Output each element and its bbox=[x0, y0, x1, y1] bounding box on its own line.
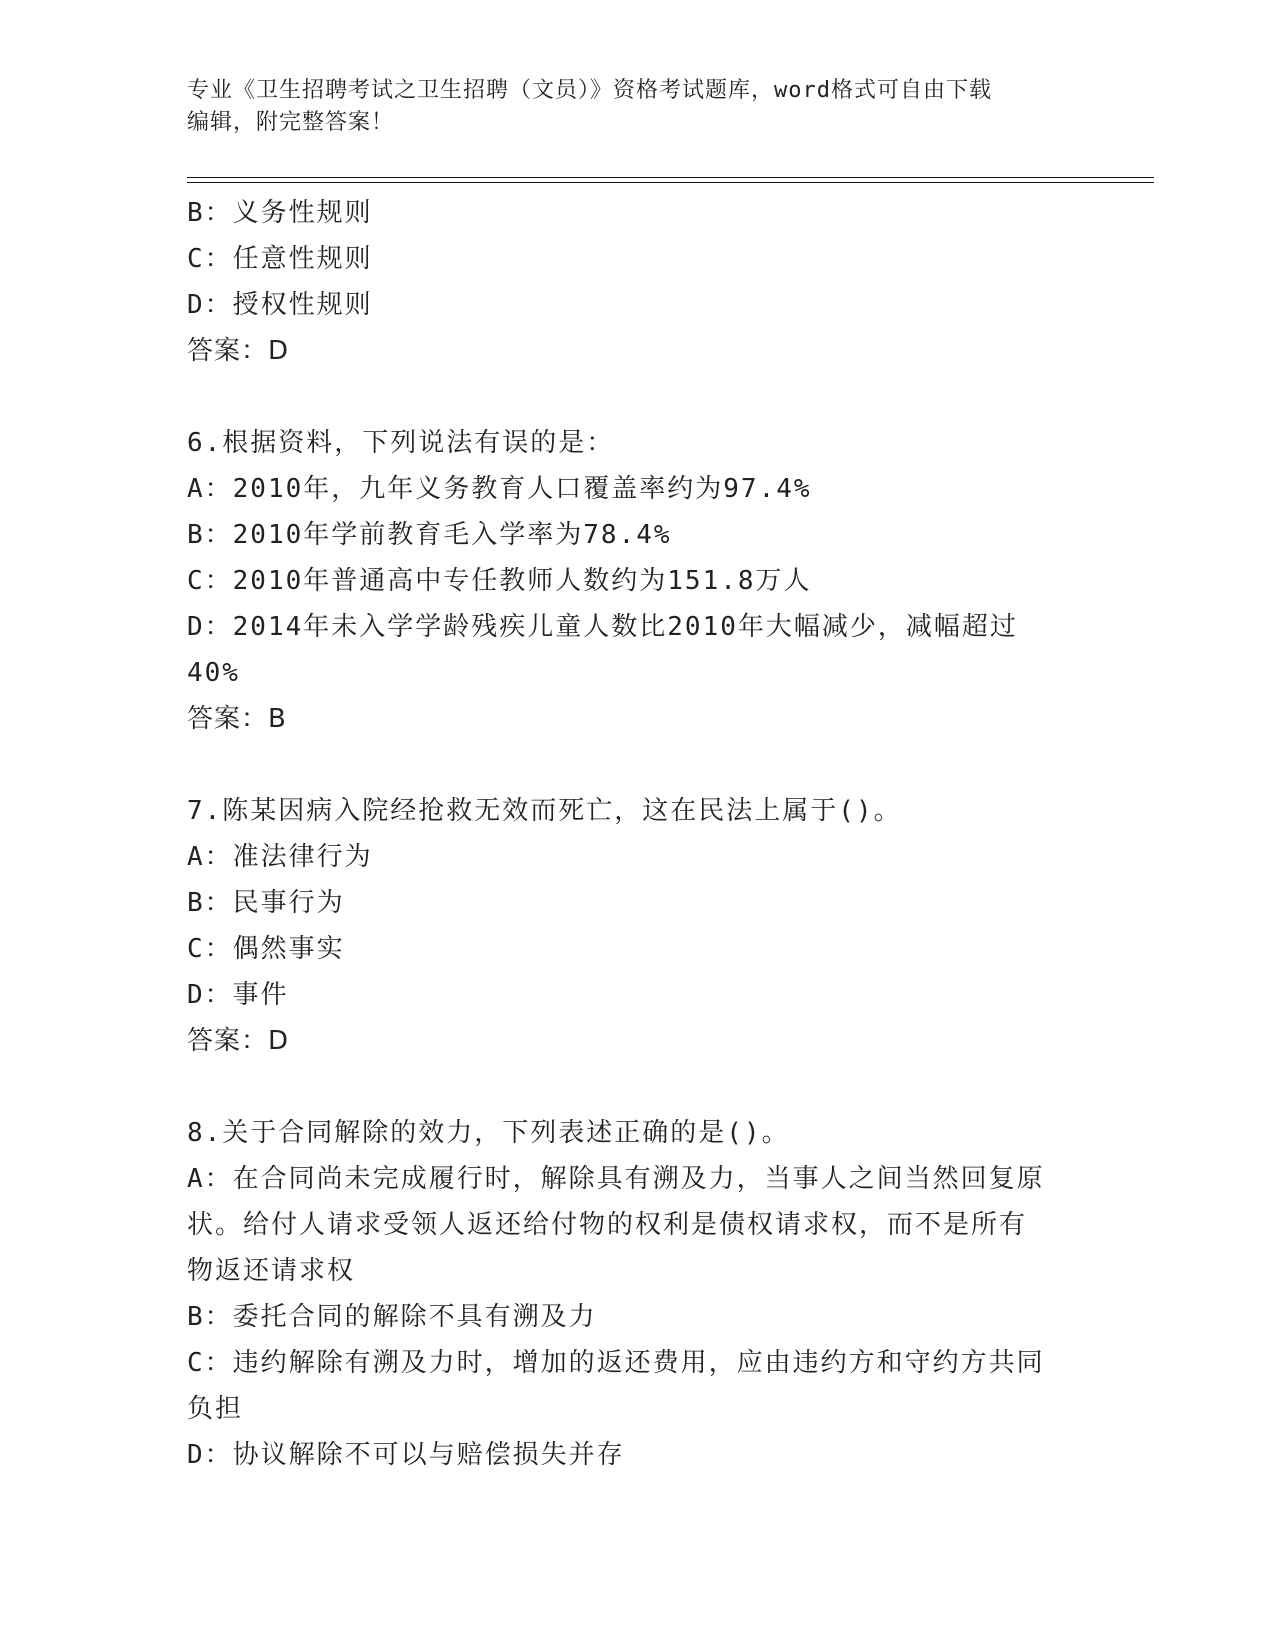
option-b: B：2010年学前教育毛入学率为78.4% bbox=[187, 520, 672, 550]
option-b: B：委托合同的解除不具有溯及力 bbox=[187, 1302, 597, 1332]
option-c: C：偶然事实 bbox=[187, 934, 345, 964]
answer: 答案：B bbox=[187, 704, 287, 734]
spacer bbox=[187, 374, 1087, 420]
option-d: D：事件 bbox=[187, 980, 289, 1010]
answer: 答案：D bbox=[187, 1026, 290, 1056]
header-line-2: 编辑，附完整答案！ bbox=[187, 110, 395, 135]
document-header bbox=[187, 75, 1087, 139]
option-a: A：2010年，九年义务教育人口覆盖率约为97.4% bbox=[187, 474, 812, 504]
question-5 bbox=[187, 190, 1087, 374]
option-c: C：任意性规则 bbox=[187, 244, 373, 274]
header-line-1: 专业《卫生招聘考试之卫生招聘（文员）》资格考试题库，word格式可自由下载 bbox=[187, 78, 992, 103]
option-b: B：义务性规则 bbox=[187, 198, 373, 228]
option-c-line-1: C：违约解除有溯及力时，增加的返还费用，应由违约方和守约方共同 bbox=[187, 1348, 1045, 1378]
option-a-line-3: 物返还请求权 bbox=[187, 1256, 356, 1286]
option-d-continued: 40% bbox=[187, 658, 240, 688]
header-divider-bottom bbox=[187, 182, 1154, 183]
option-c: C：2010年普通高中专任教师人数约为151.8万人 bbox=[187, 566, 812, 596]
question-7 bbox=[187, 788, 1087, 1064]
option-d: D：协议解除不可以与赔偿损失并存 bbox=[187, 1440, 625, 1470]
option-d: D：2014年未入学学龄残疾儿童人数比2010年大幅减少，减幅超过 bbox=[187, 612, 1018, 642]
question-list bbox=[187, 190, 1087, 1478]
question-8 bbox=[187, 1110, 1087, 1478]
option-a-line-2: 状。给付人请求受领人返还给付物的权利是债权请求权，而不是所有 bbox=[187, 1210, 1028, 1240]
question-text: 8.关于合同解除的效力，下列表述正确的是()。 bbox=[187, 1118, 790, 1148]
option-d: D：授权性规则 bbox=[187, 290, 373, 320]
spacer bbox=[187, 1064, 1087, 1110]
question-text: 7.陈某因病入院经抢救无效而死亡，这在民法上属于()。 bbox=[187, 796, 902, 826]
option-a-line-1: A：在合同尚未完成履行时，解除具有溯及力，当事人之间当然回复原 bbox=[187, 1164, 1045, 1194]
question-text: 6.根据资料，下列说法有误的是： bbox=[187, 428, 615, 458]
option-c-line-2: 负担 bbox=[187, 1394, 244, 1424]
answer: 答案：D bbox=[187, 336, 290, 366]
question-6 bbox=[187, 420, 1087, 742]
header-divider-top bbox=[187, 177, 1154, 178]
option-a: A：准法律行为 bbox=[187, 842, 373, 872]
spacer bbox=[187, 742, 1087, 788]
option-b: B：民事行为 bbox=[187, 888, 345, 918]
